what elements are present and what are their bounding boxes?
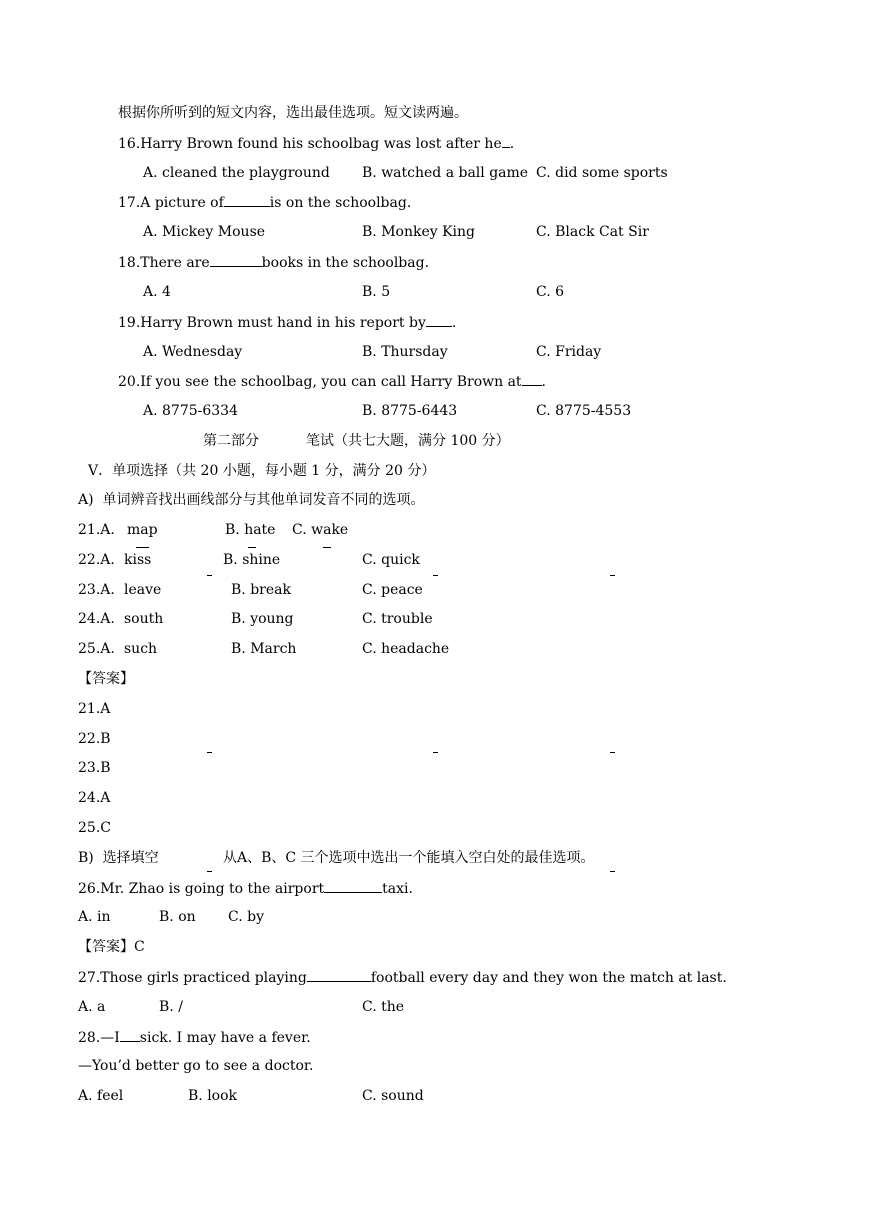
option-26a: A. in: [78, 909, 111, 925]
option-26c: C. by: [228, 909, 264, 925]
question-stem-part: If you see the schoolbag, you can call Harry Brown at: [140, 374, 522, 390]
option-22b: B. shine: [223, 552, 281, 568]
option-21c: C. wake: [292, 522, 349, 538]
question-stem-part: Harry: [140, 136, 183, 152]
answer-blank: [324, 879, 382, 893]
answer-blank: [522, 372, 542, 386]
option-23c: C. peace: [362, 582, 423, 598]
option-17b: B. Monkey King: [362, 224, 476, 240]
question-number: 18.: [118, 255, 141, 271]
question-25-number: 25.A.: [78, 641, 115, 657]
option-27a: A. a: [78, 999, 106, 1015]
option-17c: C. Black Cat Sir: [536, 224, 649, 240]
question-number: 20.: [118, 374, 141, 390]
answer-blank: [426, 313, 452, 327]
question-stem-end: .: [451, 315, 457, 331]
underline-mark: [207, 752, 212, 753]
underline-mark: [610, 871, 615, 872]
answer-23: 23.B: [78, 760, 111, 776]
question-stem-end: football every day and they won the match at last.: [370, 970, 727, 986]
underline-mark: [207, 871, 212, 872]
section-b-instruction: 从A、B、C 三个选项中选出一个能填入空白处的最佳选项。: [223, 850, 595, 866]
option-18b: B. 5: [362, 284, 391, 300]
question-19: [118, 313, 456, 332]
option-19b: B. Thursday: [362, 344, 448, 360]
answer-heading: 【答案】: [78, 671, 134, 687]
question-stem-end: .: [541, 374, 546, 390]
part2-label: 第二部分: [203, 433, 259, 449]
option-19c: C. Friday: [536, 344, 602, 360]
option-17a: A. Mickey Mouse: [143, 224, 266, 240]
question-26: [78, 879, 413, 898]
option-27c: C. the: [362, 999, 405, 1015]
answer-22: 22.B: [78, 731, 111, 747]
answer-blank: [307, 968, 371, 982]
answer-blank: [120, 1028, 140, 1042]
option-16b: B. watched a ball game: [362, 165, 529, 181]
option-28b: B. look: [188, 1088, 238, 1104]
option-20b: B. 8775-6443: [362, 403, 458, 419]
question-number: 17.: [118, 195, 141, 211]
question-number: 16.: [118, 136, 141, 152]
question-stem-end: .: [509, 136, 515, 152]
question-28-reply: —You’d better go to see a doctor.: [78, 1058, 314, 1074]
underline-mark: [248, 547, 256, 548]
question-number: 19.: [118, 315, 141, 331]
option-27b: B. /: [159, 999, 183, 1015]
question-18: [118, 253, 429, 272]
option-28a: A. feel: [78, 1088, 124, 1104]
question-23-number: 23.A.: [78, 582, 115, 598]
question-stem-part: 26.Mr. Zhao is going to the airport: [78, 881, 325, 897]
part2-title: 笔试（共七大题，满分 100 分）: [306, 433, 510, 449]
question-28: [78, 1028, 311, 1047]
underline-mark: [433, 575, 438, 576]
answer-blank: [224, 193, 270, 207]
option-18a: A. 4: [143, 284, 171, 300]
option-24a: south: [124, 611, 164, 627]
answer-25: 25.C: [78, 820, 111, 836]
option-24c: C. trouble: [362, 611, 433, 627]
question-stem-part: Brown found his schoolbag was lost after he: [182, 136, 502, 152]
question-stem-part: 28.—I: [78, 1030, 120, 1046]
option-21b: B. hate: [225, 522, 276, 538]
question-stem-end: is on the schoolbag.: [269, 195, 412, 211]
section-a-title: A) 单词辨音找出画线部分与其他单词发音不同的选项。: [78, 492, 425, 508]
option-24b: B. young: [231, 611, 294, 627]
answer-blank: [210, 253, 262, 267]
option-25c: C. headache: [362, 641, 450, 657]
option-19a: A. Wednesday: [143, 344, 243, 360]
underline-mark: [610, 575, 615, 576]
answer-21: 21.A: [78, 701, 111, 717]
listening-instruction: 根据你所听到的短文内容，选出最佳选项。短文读两遍。: [118, 105, 468, 121]
question-22-number: 22.A.: [78, 552, 115, 568]
question-stem-part: There are: [140, 255, 210, 271]
question-27: [78, 968, 727, 987]
option-21a: map: [127, 522, 158, 538]
question-stem-part: 27.Those girls practiced playing: [78, 970, 307, 986]
question-stem-end: sick. I may have a fever.: [139, 1030, 311, 1046]
option-23a: leave: [124, 582, 162, 598]
option-26b: B. on: [159, 909, 196, 925]
underline-mark: [136, 547, 149, 548]
option-20c: C. 8775-4553: [536, 403, 632, 419]
question-17: [118, 193, 411, 212]
question-stem-end: taxi.: [382, 881, 413, 897]
section-5-title: V．单项选择（共 20 小题，每小题 1 分，满分 20 分）: [88, 463, 436, 479]
underline-mark: [433, 752, 438, 753]
option-22c: C. quick: [362, 552, 420, 568]
answer-24: 24.A: [78, 790, 111, 806]
option-25b: B. March: [231, 641, 297, 657]
question-24-number: 24.A.: [78, 611, 115, 627]
option-22a: kiss: [124, 552, 152, 568]
question-stem-part: Harry Brown must hand in his report by: [140, 315, 426, 331]
option-20a: A. 8775-6334: [143, 403, 238, 419]
answer-26: 【答案】C: [78, 939, 145, 955]
option-28c: C. sound: [362, 1088, 424, 1104]
question-21-number: 21.A.: [78, 522, 115, 538]
section-b-title: B) 选择填空: [78, 850, 159, 866]
option-16c: C. did some sports: [536, 165, 668, 181]
underline-mark: [323, 547, 331, 548]
question-20: [118, 372, 546, 391]
question-stem-end: books in the schoolbag.: [261, 255, 430, 271]
option-23b: B. break: [231, 582, 291, 598]
underline-mark: [610, 752, 615, 753]
question-16: [118, 134, 514, 153]
underline-mark: [207, 575, 212, 576]
option-25a: such: [124, 641, 158, 657]
option-16a: A. cleaned the playground: [143, 165, 330, 181]
question-stem-part: A picture of: [140, 195, 224, 211]
answer-blank: [502, 134, 510, 148]
option-18c: C. 6: [536, 284, 565, 300]
